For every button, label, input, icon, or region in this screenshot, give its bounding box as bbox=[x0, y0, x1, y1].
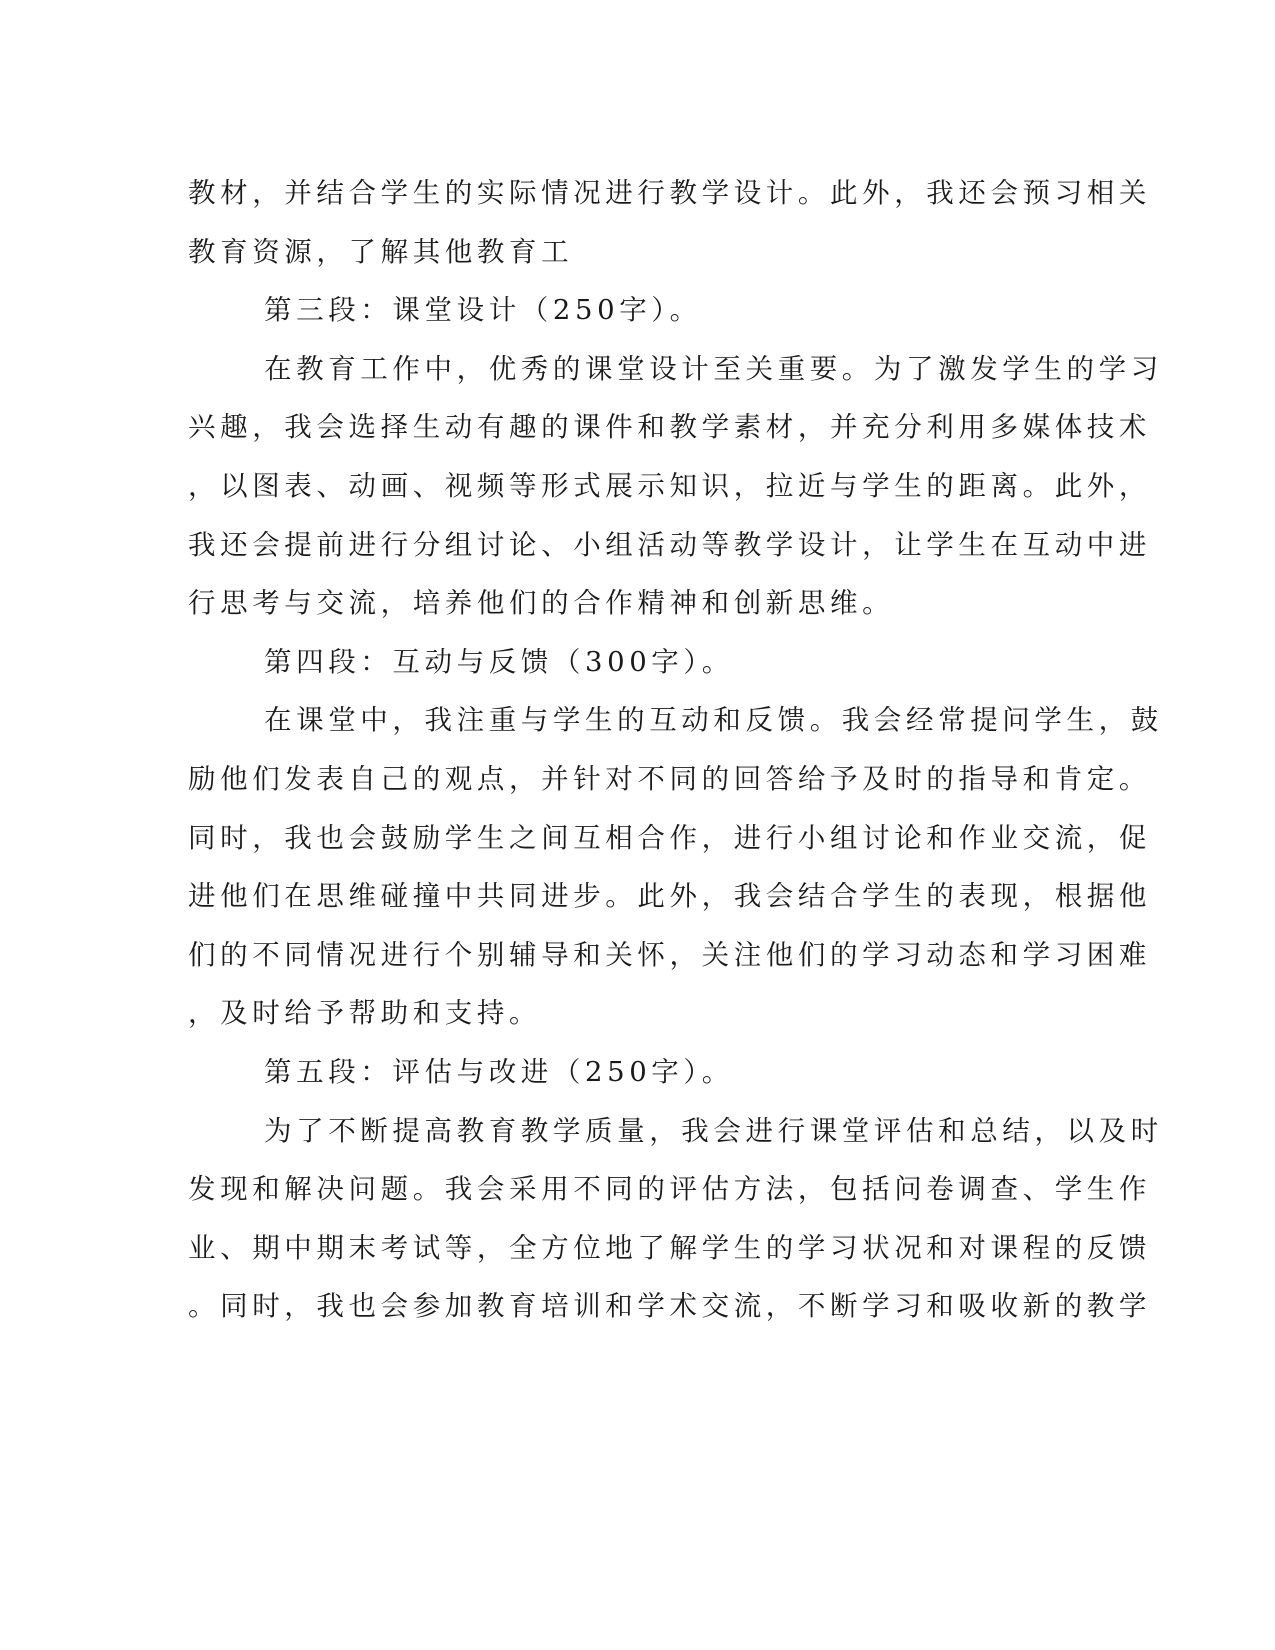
text-line: 教材，并结合学生的实际情况进行教学设计。此外，我还会预习相关 bbox=[188, 177, 1151, 209]
text-line: 们的不同情况进行个别辅导和关怀，关注他们的学习动态和学习困难 bbox=[188, 938, 1151, 971]
text-line: ，及时给予帮助和支持。 bbox=[188, 997, 542, 1030]
section-heading-4: 第四段：互动与反馈（300字）。 bbox=[264, 645, 734, 678]
text-line: 励他们发表自己的观点，并针对不同的回答给予及时的指导和肯定。 bbox=[188, 762, 1151, 795]
text-line: 我还会提前进行分组讨论、小组活动等教学设计，让学生在互动中进 bbox=[188, 528, 1151, 561]
text-line: 进他们在思维碰撞中共同进步。此外，我会结合学生的表现，根据他 bbox=[188, 880, 1151, 913]
text-line: 教育资源，了解其他教育工 bbox=[188, 235, 574, 268]
text-line: 兴趣，我会选择生动有趣的课件和教学素材，并充分利用多媒体技术 bbox=[188, 411, 1151, 444]
text-line: 。同时，我也会参加教育培训和学术交流，不断学习和吸收新的教学 bbox=[188, 1290, 1151, 1323]
body-text bbox=[188, 164, 1163, 1336]
text-line: 在课堂中，我注重与学生的互动和反馈。我会经常提问学生，鼓 bbox=[264, 704, 1163, 737]
text-line: 为了不断提高教育教学质量，我会进行课堂评估和总结，以及时 bbox=[264, 1114, 1163, 1147]
section-heading-3: 第三段：课堂设计（250字）。 bbox=[264, 294, 702, 327]
text-line: ，以图表、动画、视频等形式展示知识，拉近与学生的距离。此外， bbox=[188, 469, 1151, 502]
text-line: 同时，我也会鼓励学生之间互相合作，进行小组讨论和作业交流，促 bbox=[188, 821, 1151, 854]
text-line: 行思考与交流，培养他们的合作精神和创新思维。 bbox=[188, 587, 895, 620]
section-heading-5: 第五段：评估与改进（250字）。 bbox=[264, 1055, 734, 1088]
text-line: 在教育工作中，优秀的课堂设计至关重要。为了激发学生的学习 bbox=[264, 352, 1163, 385]
text-line: 发现和解决问题。我会采用不同的评估方法，包括问卷调查、学生作 bbox=[188, 1173, 1151, 1206]
text-line: 业、期中期末考试等，全方位地了解学生的学习状况和对课程的反馈 bbox=[188, 1231, 1151, 1264]
